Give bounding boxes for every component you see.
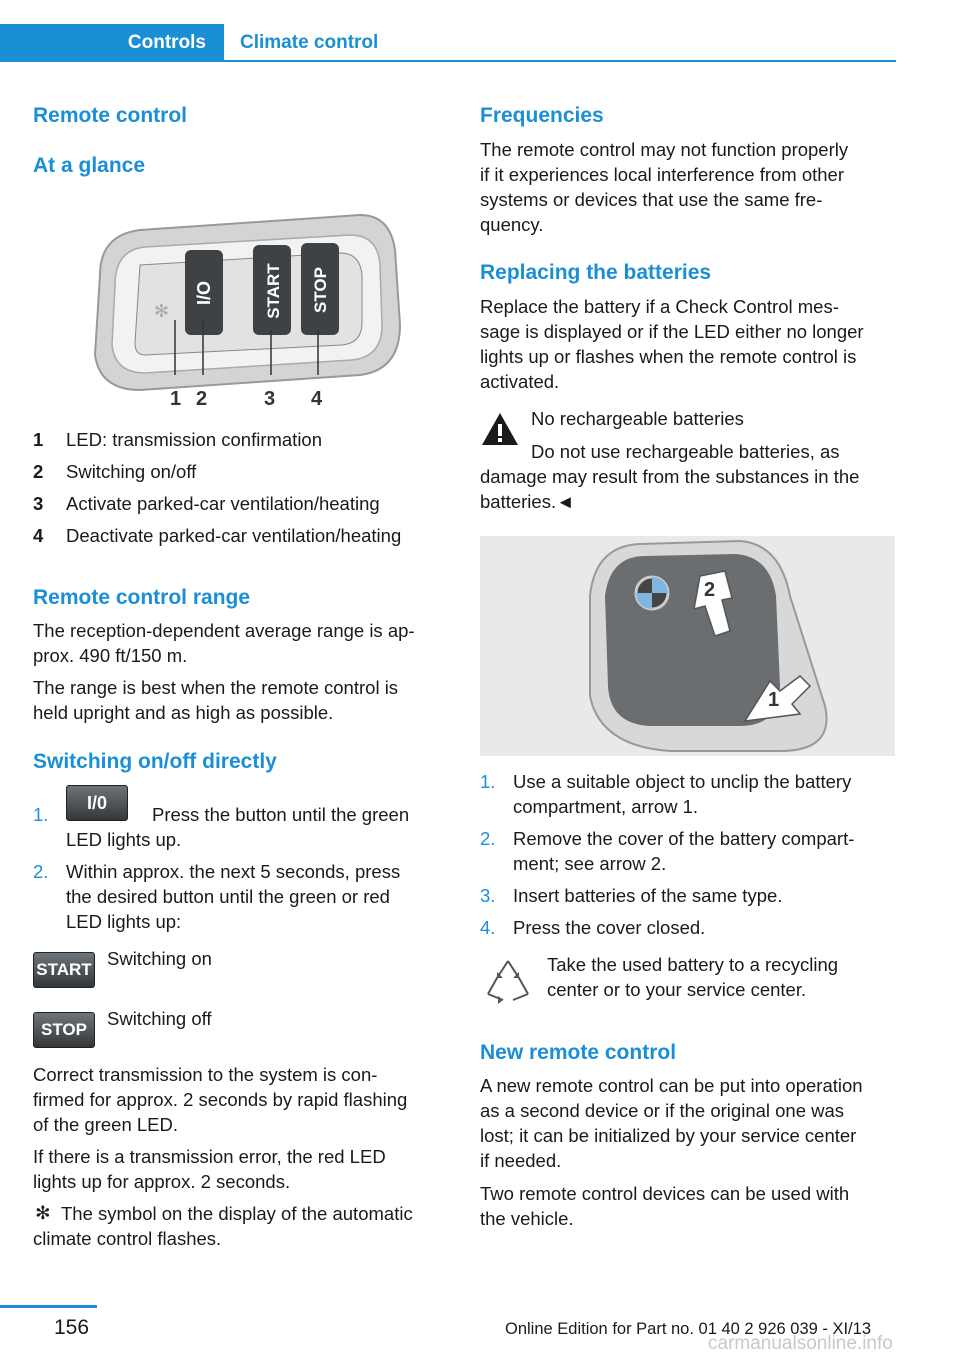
- warning-text-c: batteries.◄: [480, 491, 575, 512]
- arrow-2-label: 2: [704, 579, 716, 601]
- error-text-b: lights up for approx. 2 seconds.: [33, 1171, 291, 1192]
- warning-title: No rechargeable batteries: [531, 408, 744, 429]
- step-number: 2.: [33, 861, 49, 882]
- switch-heading: Switching on/off directly: [33, 750, 277, 773]
- symbol-text-a: The symbol on the display of the automatic: [61, 1203, 413, 1224]
- range-text-1b: prox. 490 ft/150 m.: [33, 645, 188, 666]
- start-button-icon: START: [33, 952, 95, 988]
- footer-rule: [0, 1305, 97, 1308]
- new-text-b: as a second device or if the original one was: [480, 1100, 845, 1121]
- batt-text-d: activated.: [480, 371, 560, 392]
- freq-text-d: quency.: [480, 214, 544, 235]
- step-number: 4.: [480, 917, 496, 938]
- step-number: 1.: [33, 804, 49, 825]
- step-text: compartment, arrow 1.: [513, 796, 699, 817]
- step-number: 3.: [480, 885, 496, 906]
- start-button-label: START: [264, 263, 283, 319]
- error-text-a: If there is a transmission error, the red LED: [33, 1146, 386, 1167]
- subsection-title: At a glance: [33, 154, 146, 177]
- freq-text-c: systems or devices that use the same fre‐: [480, 189, 823, 210]
- batt-text-a: Replace the battery if a Check Control mes‐: [480, 296, 839, 317]
- fan-icon: ✻: [154, 301, 170, 322]
- recycle-icon: [483, 956, 533, 1006]
- confirm-text-a: Correct transmission to the system is con‐: [33, 1064, 378, 1085]
- battery-replacement-figure: [480, 536, 895, 756]
- step-text: Insert batteries of the same type.: [513, 885, 783, 906]
- range-heading: Remote control range: [33, 586, 251, 609]
- legend-label: Activate parked-car ventilation/heating: [66, 493, 380, 514]
- warning-icon: [480, 410, 520, 448]
- legend-label: Switching on/off: [66, 461, 197, 482]
- step-text: Remove the cover of the battery compart‐: [513, 828, 855, 849]
- step-number: 2.: [480, 828, 496, 849]
- section-title: Remote control: [33, 104, 188, 127]
- tab-climate-control[interactable]: Climate control: [240, 32, 379, 53]
- callout-1: 1: [170, 388, 182, 410]
- range-text-1a: The reception-dependent average range is ap‐: [33, 620, 415, 641]
- new-remote-heading: New remote control: [480, 1041, 677, 1064]
- stop-button-label: STOP: [311, 267, 330, 313]
- batteries-heading: Replacing the batteries: [480, 261, 712, 284]
- batt-text-b: sage is displayed or if the LED either no longer: [480, 321, 864, 342]
- range-text-2b: held upright and as high as possible.: [33, 702, 334, 723]
- header-rule: [0, 60, 896, 62]
- range-text-2a: The range is best when the remote control is: [33, 677, 399, 698]
- callout-4: 4: [311, 388, 323, 410]
- callout-3: 3: [264, 388, 276, 410]
- io-button-icon: I/0: [66, 785, 128, 821]
- two-text-a: Two remote control devices can be used with: [480, 1183, 850, 1204]
- step2-text-c: LED lights up:: [66, 911, 182, 932]
- legend-number: 4: [33, 525, 44, 546]
- recycle-text-a: Take the used battery to a recycling: [547, 954, 839, 975]
- step1-text-a: Press the button until the green: [152, 804, 410, 825]
- symbol-text-b: climate control flashes.: [33, 1228, 222, 1249]
- freq-text-a: The remote control may not function properly: [480, 139, 849, 160]
- stop-button-icon: STOP: [33, 1012, 95, 1048]
- arrow-1-label: 1: [768, 689, 780, 711]
- legend-number: 3: [33, 493, 44, 514]
- warning-text-a: Do not use rechargeable batteries, as: [531, 441, 840, 462]
- confirm-text-b: firmed for approx. 2 seconds by rapid flashing: [33, 1089, 408, 1110]
- frequencies-heading: Frequencies: [480, 104, 604, 127]
- remote-control-figure: [60, 205, 420, 410]
- step2-text-b: the desired button until the green or red: [66, 886, 390, 907]
- switching-on-label: Switching on: [107, 948, 212, 969]
- watermark: carmanualsonline.info: [708, 1333, 893, 1354]
- legend-label: LED: transmission confirmation: [66, 429, 323, 450]
- step-text: ment; see arrow 2.: [513, 853, 667, 874]
- new-text-c: lost; it can be initialized by your service center: [480, 1125, 857, 1146]
- new-text-a: A new remote control can be put into operation: [480, 1075, 863, 1096]
- switching-off-label: Switching off: [107, 1008, 212, 1029]
- step2-text-a: Within approx. the next 5 seconds, press: [66, 861, 401, 882]
- batt-text-c: lights up or flashes when the remote control is: [480, 346, 857, 367]
- two-text-b: the vehicle.: [480, 1208, 574, 1229]
- callout-2: 2: [196, 388, 208, 410]
- step-text: Use a suitable object to unclip the battery: [513, 771, 852, 792]
- freq-text-b: if it experiences local interference from other: [480, 164, 845, 185]
- confirm-text-c: of the green LED.: [33, 1114, 179, 1135]
- recycle-text-b: center or to your service center.: [547, 979, 807, 1000]
- legend-label: Deactivate parked-car ventilation/heating: [66, 525, 402, 546]
- page-number: 156: [54, 1316, 90, 1339]
- step-number: 1.: [480, 771, 496, 792]
- warning-text-b: damage may result from the substances in the: [480, 466, 860, 487]
- step-text: Press the cover closed.: [513, 917, 706, 938]
- step1-text-b: LED lights up.: [66, 829, 182, 850]
- legend-number: 2: [33, 461, 44, 482]
- legend-number: 1: [33, 429, 44, 450]
- edition-text: Online Edition for Part no. 01 40 2 926 039 - XI/13: [505, 1320, 871, 1338]
- fan-icon: ✻: [35, 1203, 51, 1224]
- new-text-d: if needed.: [480, 1150, 562, 1171]
- io-button-label: I/O: [194, 280, 214, 306]
- tab-controls[interactable]: Controls: [0, 24, 224, 62]
